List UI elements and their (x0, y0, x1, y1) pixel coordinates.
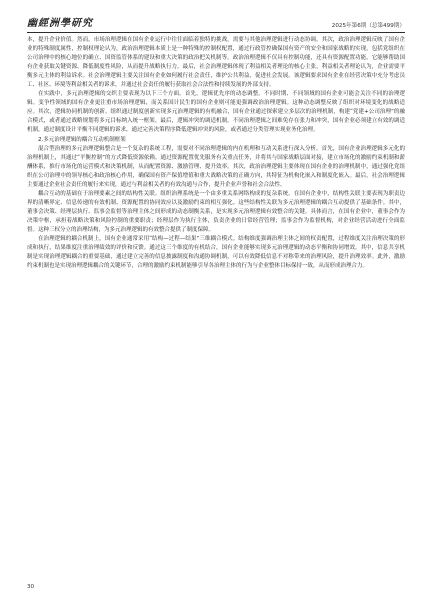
paragraph: 耦合互动的基础在于治理要素之间的结构性关联。组织治理系统是一个由多重关系网络构成的复杂系统。在国有企业中，结构性关联主要表现为职责边界的清晰界定、信息传递的有效机制、资源配置的协同效应以及激励约束的相互强化。这些结构性关联为多元治理逻辑的耦合互动提供了基础条件。其中，董事会决策、经理层执行、监事会监督等治理主体之间形成的动态制衡关系，是实现多元治理逻辑有效整合的关键。具体而言，在国有企业中，董事会作为决策中枢，承担着战略决策和风险控制的重要职责；经理层作为执行主体，负责企业的日常经营管理；监事会作为监督机构，对企业经营活动进行全面监督。这种三权分立的治理结构，为多元治理逻辑的有效整合提供了制度保障。 (27, 190, 405, 233)
paragraph: 在实践中，多元治理逻辑的交织主要表现为以下三个方面。首先，逻辑优先序的动态调整。不同时期、不同领域的国有企业可能会关注不同的治理逻辑。变争性领域的国有企业更注重市场治理逻辑，而关系国计民生的国有企业则可能更强调政治治理逻辑。这种动态调整反映了组织对环境变化的战略适应。其次，逻辑协同机制的创新。组织通过制度创新实现多元治理逻辑的有机融合，国有企业通过探索建立多层次的治理机制，构建“党建+公司治理”的融合模式，或者通过战略规划将多元目标纳入统一框架。最后，逻辑冲突的调适机制。不同治理逻辑之间难免存在张力和冲突，国有企业必须建立有效的调适机制，通过制度设计平衡不同逻辑的诉求，通过完善决策程序降低逻辑冲突的风险，或者通过分类管理实现业务化治理。 (27, 91, 405, 134)
paragraph: 本，提升企业价值。然而，市场治理逻辑在国有企业运行中往往面临着独特的挑战，需要与其他治理逻辑进行动态协调。其次，政治治理逻辑反映了国有企业的特殊制度属性，控制权理论认为，政治治理逻辑本质上是一种特殊的控制权配置，通过行政管控确保国有资产的安全和国家战略的实现，包括党组织在公司治理中的核心地位的确立、国资监管体系的建设和重大决策的政治把关机制等。政治治理逻辑不仅具有控制功能，还具有资源配置功能，它能够帮助国有企业获取关键资源、降低制度性风险，从而提升战略执行力。最后，社会治理逻辑体现了利益相关者理论的核心主张，利益相关者理论认为，企业需要平衡多元主体的利益诉求。社会治理逻辑主要关注国有企业如何履行社会责任，维护公共利益，促进社会发展。该逻辑要求国有企业在经营决策中充分考虑员工、社区、环境等利益相关者的诉求，并通过社会责任的履行获取社会合法性和持续发展的外部支持。 (27, 37, 405, 89)
journal-logo: 幽經洲學研究 (27, 18, 93, 29)
issue-info: 2025年第6期（总第499期） (331, 23, 405, 29)
article-body (27, 36, 405, 271)
page-number: 30 (27, 584, 35, 590)
paragraph: 混合型治理的多元治理逻辑整合是一个复杂的系统工程，需要对不同治理逻辑的内在机理和互动关系进行深入分析。首先，国有企业治理逻辑多元化的治理机制上，其通过“平衡控制”的方式降低资源依赖。通过资源配置优先服务有关重点任务，并将其与国家战略层面对接，建立市场化的激励约束机制和薪酬体系，推行市场化的运营模式和决策机制，从而配置资源、激励管理、提升效率。其次，政治治理逻辑主要体现在国有企业的治理机制中，通过强化党组织在公司治理中的领导核心和政治核心作用，确保国有资产保值增值和重大战略决策的正确方向，其特征为机构化嵌入和制度化嵌入。最后，社会治理逻辑主要通过企业社会责任的履行来实现，通过与利益相关者的有效沟通与合作，提升企业声誉和社会合法性。 (27, 145, 405, 188)
paragraph: 在治理逻辑的耦合机制上，国有企业通常采用“结构—过程—结果”三维耦合模式。结构维度强调治理主体之间的权责配置，过程维度关注治理决策的形成和执行，结果维度注重治理绩效的评价和反馈。通过这三个维度的有机结合，国有企业能够实现多元治理逻辑的动态平衡和协同增效。其中，信息共享机制是实现治理逻辑耦合的重要基础，通过建立完善的信息披露制度和沟通协调机制，可以有效降低信息不对称带来的治理风险，提升治理效率。此外，激励约束机制也是实现治理逻辑耦合的关键环节，合理的激励约束机制能够引导各治理主体的行为与企业整体目标保持一致，从而形成治理合力。 (27, 236, 405, 270)
running-header (27, 13, 405, 33)
section-heading: 2.多元治理逻辑的耦合互动机制框架 (38, 136, 126, 143)
